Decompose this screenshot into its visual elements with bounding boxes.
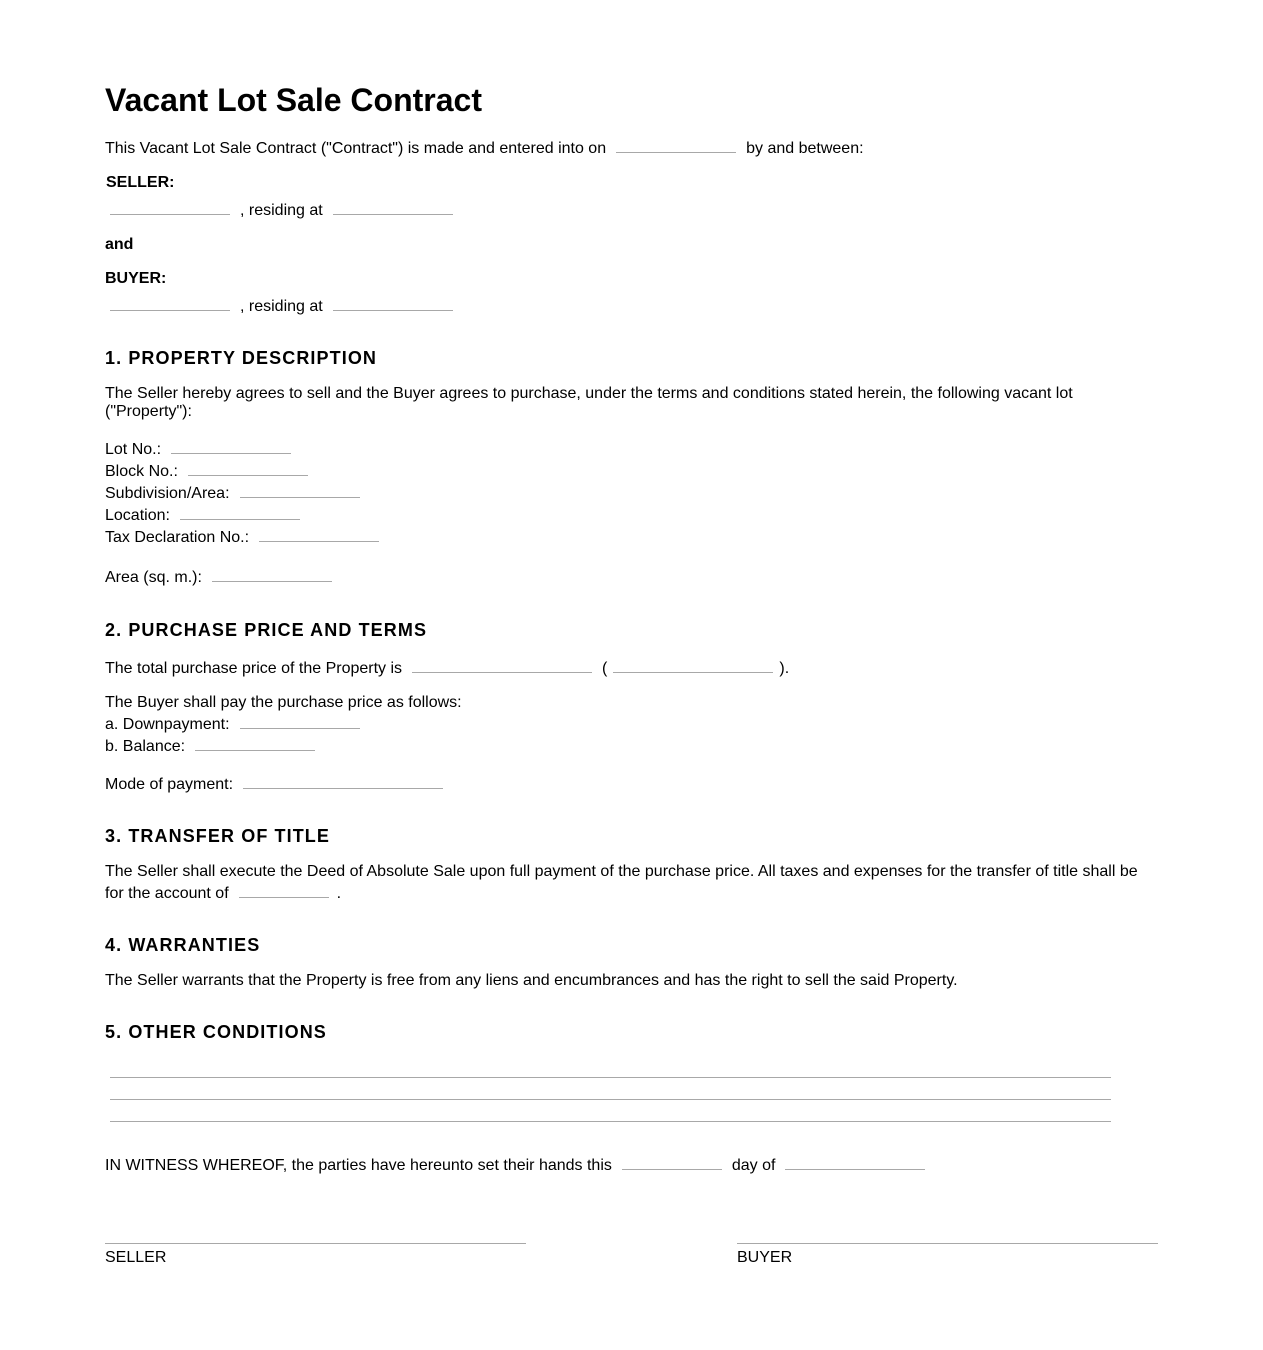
witness-row [105, 1157, 935, 1175]
downpayment-field[interactable] [240, 727, 360, 729]
witness-day-field[interactable] [622, 1168, 722, 1170]
seller-residing-label: , residing at [240, 202, 323, 219]
seller-name-field[interactable] [110, 213, 230, 215]
lot-no-label: Lot No.: [105, 441, 162, 458]
transfer-account-end: . [336, 885, 342, 902]
lot-no-field[interactable] [171, 452, 291, 454]
seller-label: SELLER: [106, 174, 175, 191]
section-2-heading: 2. PURCHASE PRICE AND TERMS [105, 620, 428, 640]
buyer-residing-label: , residing at [240, 298, 323, 315]
witness-day-of: day of [731, 1157, 776, 1174]
downpayment-row [105, 716, 370, 734]
buyer-name-field[interactable] [110, 309, 230, 311]
section-4-text: The Seller warrants that the Property is free from any liens and encumbrances and has the right to sell the said Property. [105, 972, 958, 989]
section-5-heading: 5. OTHER CONDITIONS [105, 1022, 327, 1042]
balance-row [105, 738, 325, 756]
buyer-address-field[interactable] [333, 309, 453, 311]
block-no-row [105, 463, 318, 481]
purchase-price-row [105, 660, 789, 678]
transfer-account-text: for the account of [105, 885, 229, 902]
other-conditions-line-2[interactable] [110, 1099, 1111, 1100]
buyer-line [100, 298, 463, 316]
transfer-account-row [105, 885, 341, 903]
witness-text: IN WITNESS WHEREOF, the parties have hereunto set their hands this [105, 1157, 612, 1174]
purchase-price-text: The total purchase price of the Property is [105, 660, 403, 677]
section-3-heading: 3. TRANSFER OF TITLE [105, 826, 331, 846]
pay-terms-text: The Buyer shall pay the purchase price as follows: [105, 694, 462, 711]
section-1-heading: 1. PROPERTY DESCRIPTION [105, 348, 378, 368]
purchase-price-words-field[interactable] [613, 671, 773, 673]
seller-line [100, 202, 463, 220]
balance-label: b. Balance: [105, 738, 186, 755]
area-label: Area (sq. m.): [105, 569, 202, 586]
tax-declaration-label: Tax Declaration No.: [105, 529, 250, 546]
area-field[interactable] [212, 580, 332, 582]
paren-close: ). [779, 660, 790, 677]
intro-line [105, 140, 864, 158]
purchase-price-field[interactable] [412, 671, 592, 673]
other-conditions-line-1[interactable] [110, 1077, 1111, 1078]
document-title: Vacant Lot Sale Contract [105, 82, 482, 118]
downpayment-label: a. Downpayment: [105, 716, 230, 733]
buyer-signature-label: BUYER [737, 1249, 793, 1266]
block-no-label: Block No.: [105, 463, 178, 480]
subdivision-field[interactable] [240, 496, 360, 498]
section-4-heading: 4. WARRANTIES [105, 935, 261, 955]
mode-of-payment-row [105, 776, 453, 794]
balance-field[interactable] [195, 749, 315, 751]
subdivision-row [105, 485, 370, 503]
lot-no-row [105, 441, 301, 459]
other-conditions-line-3[interactable] [110, 1121, 1111, 1122]
mode-of-payment-field[interactable] [243, 787, 443, 789]
intro-text: This Vacant Lot Sale Contract ("Contract") is made and entered into on [105, 140, 607, 157]
witness-month-field[interactable] [785, 1168, 925, 1170]
area-row [105, 569, 342, 587]
section-3-text: The Seller shall execute the Deed of Absolute Sale upon full payment of the purchase price. All taxes and expenses for the transfer of title shall be [105, 863, 1138, 880]
contract-date-field[interactable] [616, 151, 736, 153]
intro-text-end: by and between: [746, 140, 864, 157]
location-label: Location: [105, 507, 170, 524]
tax-declaration-row [105, 529, 389, 547]
buyer-label: BUYER: [105, 270, 167, 287]
subdivision-label: Subdivision/Area: [105, 485, 230, 502]
mode-of-payment-label: Mode of payment: [105, 776, 234, 793]
seller-address-field[interactable] [333, 213, 453, 215]
block-no-field[interactable] [188, 474, 308, 476]
buyer-signature-line[interactable] [737, 1243, 1158, 1244]
tax-declaration-field[interactable] [259, 540, 379, 542]
section-1-text: The Seller hereby agrees to sell and the Buyer agrees to purchase, under the terms and conditions stated herein, the following vacant lot ("Property"): [105, 385, 1073, 420]
transfer-account-field[interactable] [239, 896, 329, 898]
paren-open: ( [602, 660, 608, 677]
location-row [105, 507, 310, 525]
seller-signature-label: SELLER [105, 1249, 167, 1266]
seller-signature-line[interactable] [105, 1243, 526, 1244]
location-field[interactable] [180, 518, 300, 520]
and-label: and [105, 236, 134, 253]
